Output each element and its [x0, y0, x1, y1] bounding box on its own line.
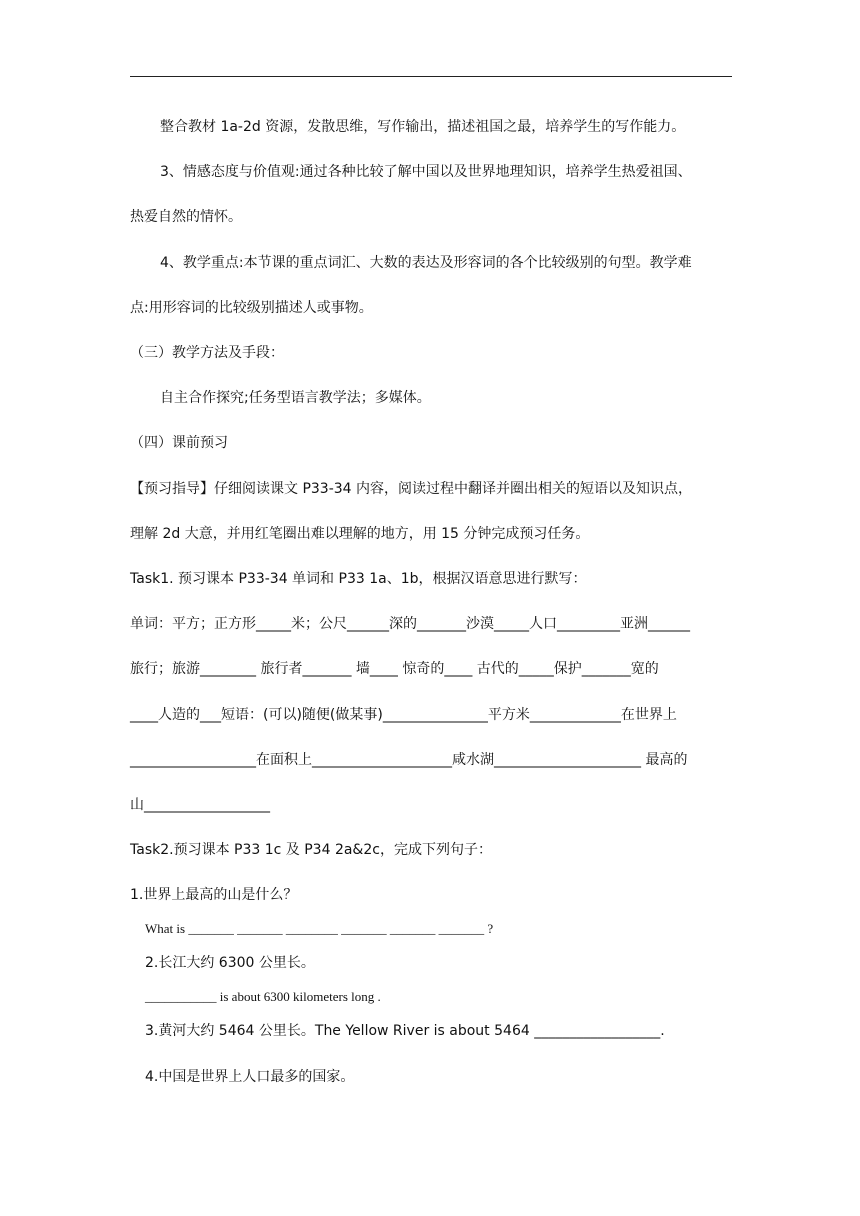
fill-blank-line: 单词：平方；正方形_____米；公尺______深的_______沙漠_____人口_________亚洲______: [130, 616, 690, 632]
paragraph-line: 【预习指导】仔细阅读课文 P33-34 内容，阅读过程中翻译并圈出相关的短语以及知识点，: [130, 481, 693, 497]
answer-line: ___________ is about 6300 kilometers long .: [145, 989, 381, 1004]
question-line: 3.黄河大约 5464 公里长。The Yellow River is about 5464 __________________.: [145, 1023, 665, 1039]
section-heading: （三）教学方法及手段：: [130, 345, 284, 361]
question-line: 4.中国是世界上人口最多的国家。: [145, 1069, 355, 1085]
fill-blank-line: 山__________________: [130, 797, 270, 813]
paragraph-line: 点:用形容词的比较级别描述人或事物。: [130, 300, 373, 316]
question-line: 2.长江大约 6300 公里长。: [145, 955, 315, 971]
question-line: 1.世界上最高的山是什么？: [130, 887, 298, 903]
section-heading: （四）课前预习: [130, 435, 228, 451]
paragraph-line: 4、教学重点:本节课的重点词汇、大数的表达及形容词的各个比较级别的句型。教学难: [160, 255, 692, 271]
fill-blank-line: 旅行；旅游________ 旅行者_______ 墙____ 惊奇的____ 古代的_____保护_______宽的: [130, 661, 659, 677]
answer-line: What is _______ _______ ________ _______ _______ _______ ?: [145, 921, 494, 936]
fill-blank-line: __________________在面积上____________________咸水湖_____________________ 最高的: [130, 752, 688, 768]
paragraph-line: 自主合作探究;任务型语言教学法；多媒体。: [160, 390, 431, 406]
paragraph-line: 热爱自然的情怀。: [130, 209, 242, 225]
paragraph-line: 理解 2d 大意，并用红笔圈出难以理解的地方，用 15 分钟完成预习任务。: [130, 526, 590, 542]
header-rule: [130, 76, 732, 77]
paragraph-line: 整合教材 1a-2d 资源，发散思维，写作输出，描述祖国之最，培养学生的写作能力。: [160, 119, 686, 135]
fill-blank-line: ____人造的___短语：(可以)随便(做某事)_______________平方米_____________在世界上: [130, 707, 677, 723]
task-heading: Task1. 预习课本 P33-34 单词和 P33 1a、1b，根据汉语意思进行默写：: [130, 571, 587, 587]
paragraph-line: 3、情感态度与价值观:通过各种比较了解中国以及世界地理知识，培养学生热爱祖国、: [160, 164, 692, 180]
task-heading: Task2.预习课本 P33 1c 及 P34 2a&2c，完成下列句子：: [130, 842, 492, 858]
